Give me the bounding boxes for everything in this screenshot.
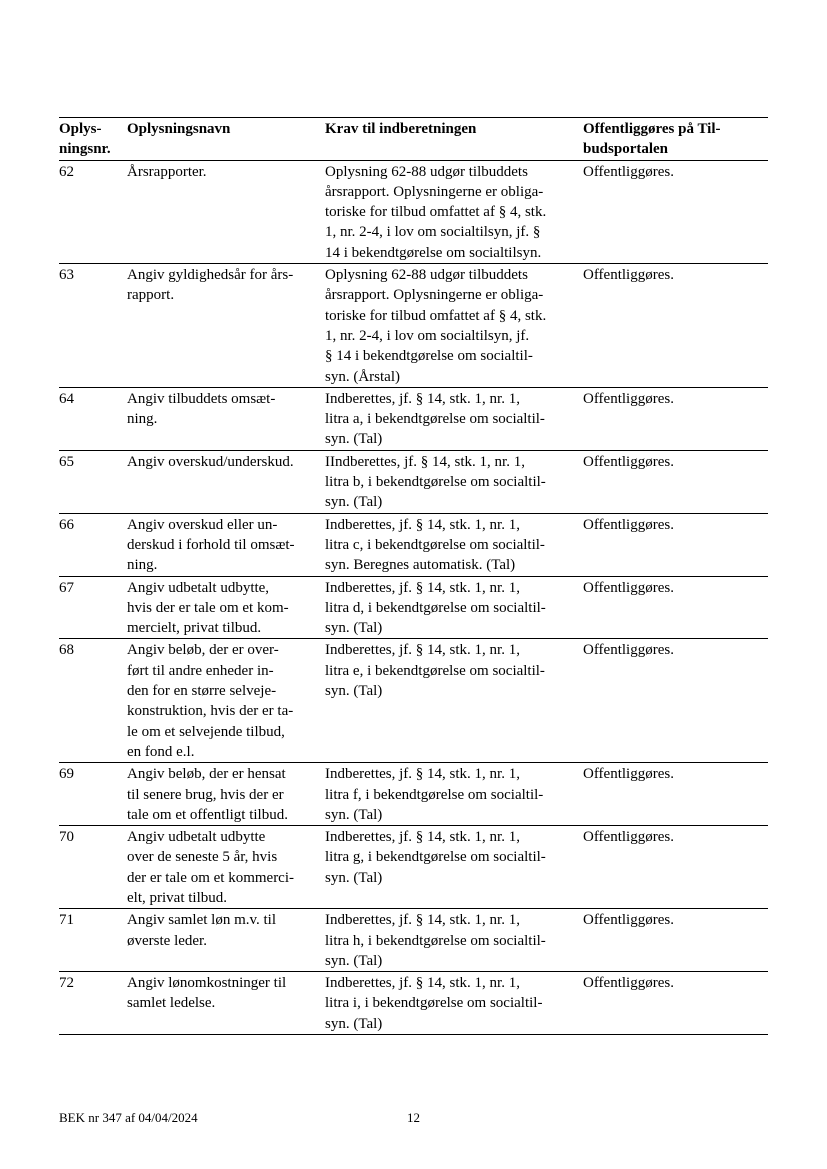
cell-offentliggoeres — [583, 576, 768, 639]
cell-krav — [325, 909, 583, 972]
table-row — [59, 160, 768, 263]
cell-krav — [325, 763, 583, 826]
cell-line: Indberettes, jf. § 14, stk. 1, nr. 1, — [325, 912, 520, 929]
cell-offentliggoeres — [583, 972, 768, 1035]
cell-krav — [325, 513, 583, 576]
cell-oplysningsnavn — [127, 972, 325, 1035]
table-row — [59, 826, 768, 909]
cell-line: litra g, i bekendtgørelse om socialtil- — [325, 849, 546, 866]
cell-line: den for en større selveje- — [127, 683, 277, 700]
requirements-table — [59, 117, 768, 1035]
cell-line: konstruktion, hvis der er ta- — [127, 703, 294, 720]
cell-line: Oplys- — [59, 121, 102, 137]
cell-line: årsrapport. Oplysningerne er obliga- — [325, 183, 544, 200]
header-oplysningsnr — [59, 118, 127, 161]
cell-line: ning. — [127, 411, 158, 428]
cell-line: Indberettes, jf. § 14, stk. 1, nr. 1, — [325, 642, 520, 659]
cell-krav — [325, 387, 583, 450]
cell-line: Angiv gyldighedsår for års- — [127, 267, 294, 284]
cell-krav — [325, 639, 583, 763]
cell-line: 14 i bekendtgørelse om socialtilsyn. — [325, 244, 542, 261]
cell-line: elt, privat tilbud. — [127, 889, 227, 906]
cell-line: Offentliggøres. — [583, 453, 674, 470]
cell-line: litra i, i bekendtgørelse om socialtil- — [325, 995, 543, 1012]
table-row — [59, 264, 768, 388]
cell-line: 71 — [59, 912, 74, 929]
cell-oplysningsnavn — [127, 763, 325, 826]
cell-offentliggoeres — [583, 387, 768, 450]
cell-krav — [325, 450, 583, 513]
cell-oplysningsnr — [59, 513, 127, 576]
cell-oplysningsnr — [59, 160, 127, 263]
cell-line: Offentliggøres. — [583, 975, 674, 992]
page-number: 12 — [407, 1110, 420, 1125]
header-offentliggoeres — [583, 118, 768, 161]
cell-oplysningsnr — [59, 264, 127, 388]
cell-line: 63 — [59, 267, 74, 284]
table-row — [59, 576, 768, 639]
cell-line: Offentliggøres. — [583, 912, 674, 929]
cell-line: Oplysningsnavn — [127, 121, 231, 137]
cell-offentliggoeres — [583, 763, 768, 826]
cell-line: Indberettes, jf. § 14, stk. 1, nr. 1, — [325, 829, 520, 846]
cell-line: syn. (Tal) — [325, 620, 383, 637]
cell-line: § 14 i bekendtgørelse om socialtil- — [325, 348, 533, 365]
cell-line: over de seneste 5 år, hvis — [127, 849, 278, 866]
cell-line: tale om et offentligt tilbud. — [127, 806, 288, 823]
cell-oplysningsnavn — [127, 826, 325, 909]
cell-line: Offentliggøres. — [583, 163, 674, 180]
cell-oplysningsnr — [59, 763, 127, 826]
cell-oplysningsnr — [59, 972, 127, 1035]
cell-line: ningsnr. — [59, 141, 111, 158]
cell-line: Krav til indberetningen — [325, 121, 477, 137]
cell-line: hvis der er tale om et kom- — [127, 599, 289, 616]
cell-line: Offentliggøres. — [583, 516, 674, 533]
cell-line: Offentliggøres. — [583, 766, 674, 783]
cell-line: Oplysning 62-88 udgør tilbuddets — [325, 267, 528, 284]
table-header-row — [59, 118, 768, 161]
cell-line: ført til andre enheder in- — [127, 662, 274, 679]
cell-line: en fond e.l. — [127, 743, 195, 760]
cell-oplysningsnr — [59, 450, 127, 513]
cell-offentliggoeres — [583, 160, 768, 263]
cell-offentliggoeres — [583, 264, 768, 388]
cell-line: syn. (Tal) — [325, 1015, 383, 1032]
cell-line: rapport. — [127, 287, 175, 304]
cell-line: Indberettes, jf. § 14, stk. 1, nr. 1, — [325, 766, 520, 783]
cell-offentliggoeres — [583, 450, 768, 513]
cell-line: Offentliggøres. — [583, 642, 674, 659]
cell-line: samlet ledelse. — [127, 995, 216, 1012]
cell-line: Angiv tilbuddets omsæt- — [127, 390, 276, 407]
cell-line: derskud i forhold til omsæt- — [127, 536, 295, 553]
cell-line: Offentliggøres. — [583, 267, 674, 284]
cell-line: 64 — [59, 390, 74, 407]
cell-line: syn. (Tal) — [325, 494, 383, 511]
cell-line: litra h, i bekendtgørelse om socialtil- — [325, 932, 546, 949]
cell-oplysningsnr — [59, 576, 127, 639]
header-oplysningsnavn — [127, 118, 325, 161]
cell-line: 66 — [59, 516, 74, 533]
cell-oplysningsnavn — [127, 576, 325, 639]
cell-offentliggoeres — [583, 513, 768, 576]
cell-line: mercielt, privat tilbud. — [127, 620, 262, 637]
table-row — [59, 387, 768, 450]
table-row — [59, 909, 768, 972]
cell-line: syn. (Tal) — [325, 952, 383, 969]
cell-line: der er tale om et kommerci- — [127, 869, 295, 886]
cell-line: 69 — [59, 766, 74, 783]
cell-line: 72 — [59, 975, 74, 992]
cell-line: Angiv udbetalt udbytte — [127, 829, 266, 846]
cell-oplysningsnavn — [127, 387, 325, 450]
table-row — [59, 513, 768, 576]
cell-line: Oplysning 62-88 udgør tilbuddets — [325, 163, 528, 180]
table-row — [59, 450, 768, 513]
table-row — [59, 972, 768, 1035]
table-body — [59, 160, 768, 1034]
cell-oplysningsnr — [59, 387, 127, 450]
cell-line: Angiv overskud eller un- — [127, 516, 278, 533]
cell-line: Angiv beløb, der er hensat — [127, 766, 286, 783]
cell-line: Offentliggøres på Til- — [583, 121, 721, 137]
cell-line: syn. Beregnes automatisk. (Tal) — [325, 557, 516, 574]
cell-line: øverste leder. — [127, 932, 207, 949]
cell-line: Offentliggøres. — [583, 579, 674, 596]
cell-line: 65 — [59, 453, 74, 470]
cell-oplysningsnavn — [127, 264, 325, 388]
cell-oplysningsnr — [59, 639, 127, 763]
cell-line: syn. (Tal) — [325, 431, 383, 448]
cell-oplysningsnavn — [127, 909, 325, 972]
cell-krav — [325, 972, 583, 1035]
cell-line: litra e, i bekendtgørelse om socialtil- — [325, 662, 545, 679]
cell-line: 1, nr. 2-4, i lov om socialtilsyn, jf. § — [325, 224, 541, 241]
cell-oplysningsnavn — [127, 450, 325, 513]
cell-line: litra d, i bekendtgørelse om socialtil- — [325, 599, 546, 616]
table-row — [59, 639, 768, 763]
cell-line: Årsrapporter. — [127, 163, 207, 180]
cell-line: Indberettes, jf. § 14, stk. 1, nr. 1, — [325, 390, 520, 407]
cell-line: syn. (Årstal) — [325, 368, 400, 385]
cell-line: litra a, i bekendtgørelse om socialtil- — [325, 411, 545, 428]
table-row — [59, 763, 768, 826]
cell-line: litra c, i bekendtgørelse om socialtil- — [325, 536, 545, 553]
cell-line: toriske for tilbud omfattet af § 4, stk. — [325, 307, 547, 324]
cell-line: årsrapport. Oplysningerne er obliga- — [325, 287, 544, 304]
cell-line: Indberettes, jf. § 14, stk. 1, nr. 1, — [325, 579, 520, 596]
cell-oplysningsnr — [59, 826, 127, 909]
cell-krav — [325, 160, 583, 263]
cell-line: 67 — [59, 579, 74, 596]
cell-krav — [325, 264, 583, 388]
footer-reference: BEK nr 347 af 04/04/2024 — [59, 1110, 198, 1125]
cell-oplysningsnr — [59, 909, 127, 972]
cell-line: IIndberettes, jf. § 14, stk. 1, nr. 1, — [325, 453, 525, 470]
cell-line: Offentliggøres. — [583, 829, 674, 846]
cell-line: Indberettes, jf. § 14, stk. 1, nr. 1, — [325, 516, 520, 533]
cell-line: le om et selvejende tilbud, — [127, 723, 285, 740]
cell-line: syn. (Tal) — [325, 806, 383, 823]
cell-line: Angiv udbetalt udbytte, — [127, 579, 270, 596]
cell-oplysningsnavn — [127, 513, 325, 576]
cell-line: litra b, i bekendtgørelse om socialtil- — [325, 474, 546, 491]
cell-line: Angiv beløb, der er over- — [127, 642, 279, 659]
cell-line: Angiv samlet løn m.v. til — [127, 912, 277, 929]
cell-line: 1, nr. 2-4, i lov om socialtilsyn, jf. — [325, 327, 530, 344]
cell-line: 62 — [59, 163, 74, 180]
cell-line: ning. — [127, 557, 158, 574]
cell-line: syn. (Tal) — [325, 869, 383, 886]
cell-krav — [325, 826, 583, 909]
cell-line: Angiv lønomkostninger til — [127, 975, 287, 992]
cell-line: Angiv overskud/underskud. — [127, 453, 294, 470]
cell-line: litra f, i bekendtgørelse om socialtil- — [325, 786, 544, 803]
cell-offentliggoeres — [583, 909, 768, 972]
cell-line: 68 — [59, 642, 74, 659]
cell-oplysningsnavn — [127, 160, 325, 263]
cell-line: syn. (Tal) — [325, 683, 383, 700]
header-krav — [325, 118, 583, 161]
cell-krav — [325, 576, 583, 639]
cell-offentliggoeres — [583, 639, 768, 763]
cell-line: toriske for tilbud omfattet af § 4, stk. — [325, 204, 547, 221]
cell-offentliggoeres — [583, 826, 768, 909]
cell-line: til senere brug, hvis der er — [127, 786, 284, 803]
cell-line: Offentliggøres. — [583, 390, 674, 407]
cell-line: budsportalen — [583, 141, 669, 158]
cell-line: 70 — [59, 829, 74, 846]
cell-oplysningsnavn — [127, 639, 325, 763]
cell-line: Indberettes, jf. § 14, stk. 1, nr. 1, — [325, 975, 520, 992]
